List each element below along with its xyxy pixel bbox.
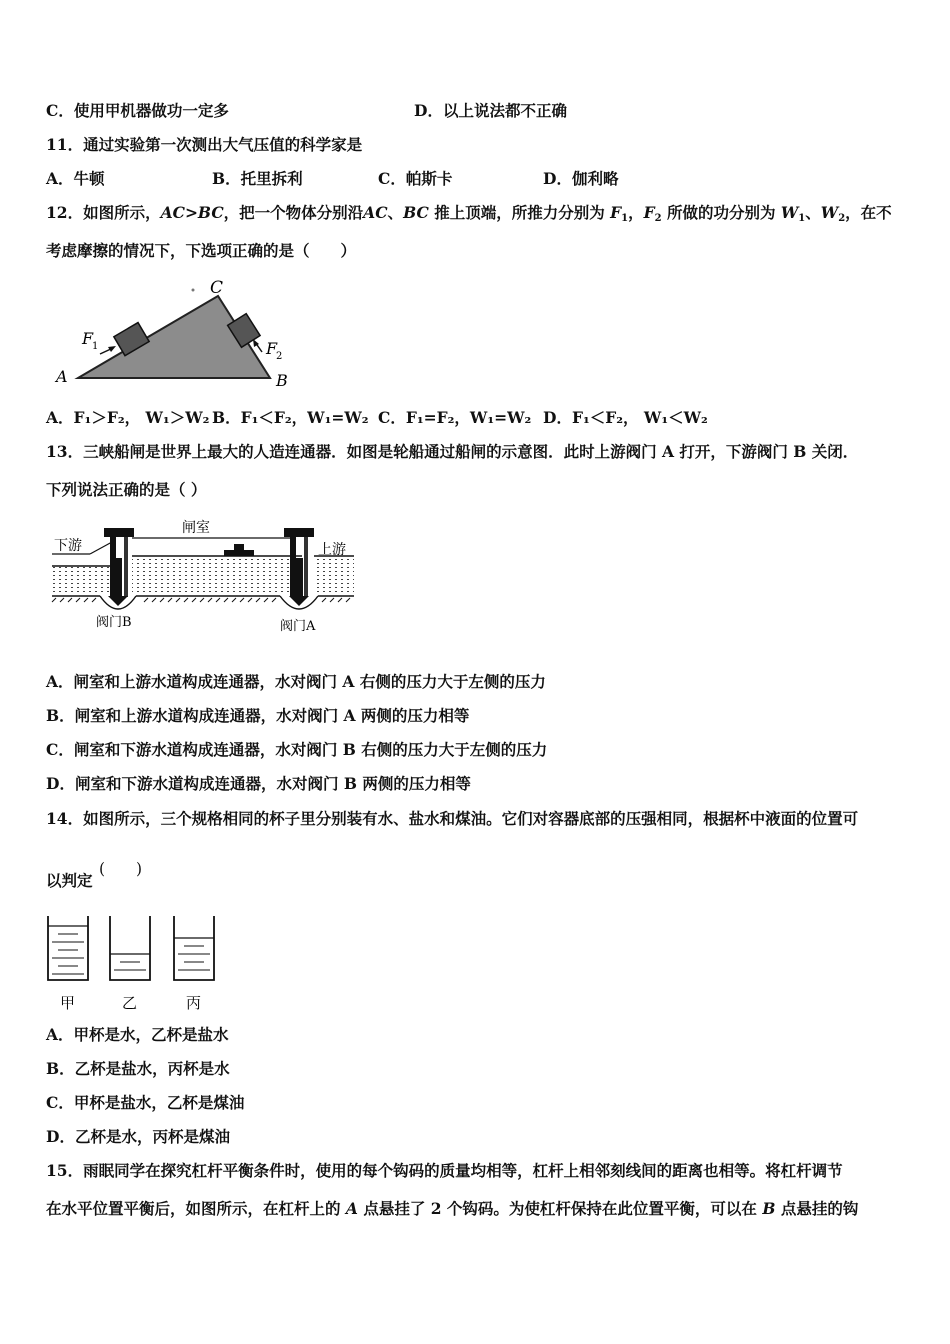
gate-a-post2 [304,537,308,597]
q13-option-d: D．闸室和下游水道构成连通器，水对阀门 B 两侧的压力相等 [46,774,471,793]
gate-b-post2 [124,537,128,597]
q15-stem-text: 点悬挂的钩 [775,1199,859,1218]
q12-segment-bc: BC [403,203,429,222]
q12-subscript: 2 [838,213,846,224]
q12-relation: AC>BC [160,203,224,222]
q11-option-b: B．托里拆利 [212,169,303,188]
q12-stem-text: ，把一个物体分别沿 [223,203,364,222]
q13-option-b: B．闸室和上游水道构成连通器，水对阀门 A 两侧的压力相等 [46,706,470,725]
q11-stem: 11．通过实验第一次测出大气压值的科学家是 [46,135,363,154]
label-c: C [210,278,224,298]
q12-stem-text: 、 [805,203,821,222]
q12-symbol-f: F [643,203,655,222]
q12-symbol-w: W [820,203,839,222]
q12-subscript: 2 [654,213,662,224]
cup-bing [174,916,214,980]
q10-option-c: C．使用甲机器做功一定多 [46,101,229,120]
q12-stem-line1 [46,203,892,229]
q12-stem-line2: 考虑摩擦的情况下，下选项正确的是（ ） [46,241,357,260]
q15-stem-text: 在水平位置平衡后，如图所示，在杠杆上的 [46,1199,346,1218]
q11-option-d: D．伽利略 [543,169,619,188]
q13-option-c: C．闸室和下游水道构成连通器，水对阀门 B 右侧的压力大于左侧的压力 [46,740,548,759]
q13-option-a: A．闸室和上游水道构成连通器，水对阀门 A 右侧的压力大于左侧的压力 [46,672,546,691]
cup-jia [48,916,88,980]
valve-a-shaft [295,558,303,598]
q12-symbol-f: F [610,203,622,222]
q15-point-a: A [345,1199,358,1218]
chamber-water [132,556,302,594]
q14-option-d: D．乙杯是水，丙杯是煤油 [46,1127,230,1146]
q12-symbol-w: W [780,203,799,222]
q11-option-c: C．帕斯卡 [378,169,453,188]
q12-stem-text: 推上顶端，所推力分别为 [428,203,611,222]
q14-stem-line1: 14．如图所示，三个规格相同的杯子里分别装有水、盐水和煤油。它们对容器底部的压强相同，根据杯中液面的位置可 [46,809,859,828]
q14-cups-figure [44,914,224,1014]
q10-option-d: D．以上说法都不正确 [414,101,567,120]
ship-icon [224,550,254,556]
q12-stem-text: 、 [387,203,404,222]
q13-stem-line1: 13．三峡船闸是世界上最大的人造连通器．如图是轮船通过船闸的示意图．此时上游阀门 A 打开，下游阀门 B 关闭． [46,442,859,461]
q15-stem-line2 [46,1199,858,1219]
label-cup-yi: 乙 [122,994,138,1012]
label-cup-jia: 甲 [60,994,76,1012]
upstream-water [314,556,354,594]
q12-option-c: C．F₁=F₂，W₁=W₂ [378,408,532,427]
label-downstream: 下游 [54,538,82,554]
cup-yi [110,916,150,980]
q14-stem-line2: 以判定 [46,871,93,890]
q15-stem-text: 点悬挂了 2 个钩码。为使杠杆保持在此位置平衡，可以在 [357,1199,763,1218]
label-f2: F [266,339,278,358]
valve-b-shaft [114,558,122,598]
downstream-water [52,566,114,594]
label-f1: F [82,329,94,348]
q13-stem-line2: 下列说法正确的是（ ） [46,480,207,499]
q12-incline-figure [50,276,310,391]
q13-ship-lock-figure [52,514,362,640]
q12-subscript: 1 [798,213,806,224]
label-b: B [276,371,288,390]
label-cup-bing: 丙 [186,994,202,1012]
q11-option-a: A．牛顿 [46,169,105,188]
q12-option-d: D．F₁＜F₂， W₁＜W₂ [543,408,708,427]
label-upstream: 上游 [318,542,346,558]
q12-subscript: 1 [621,213,629,224]
q14-answer-paren: ( ) [99,860,143,878]
q14-option-c: C．甲杯是盐水，乙杯是煤油 [46,1093,245,1112]
q12-stem-text: 所做的功分别为 [661,203,781,222]
label-f2-sub: 2 [276,351,283,362]
q14-option-a: A．甲杯是水，乙杯是盐水 [46,1025,229,1044]
q15-point-b: B [762,1199,776,1218]
label-a: A [56,367,68,386]
q12-segment-ac: AC [363,203,388,222]
q12-stem-text: ， [628,203,644,222]
q12-option-a: A．F₁＞F₂， W₁＞W₂ [46,408,210,427]
gate-b-cap [104,528,134,537]
label-f1-sub: 1 [92,341,99,352]
q12-stem-text: 12．如图所示， [46,203,161,222]
gate-a-cap [284,528,314,537]
q12-option-b: B．F₁＜F₂，W₁=W₂ [212,408,369,427]
label-lock-chamber: 闸室 [182,520,210,536]
q12-stem-text: ，在不 [845,203,892,222]
label-valve-b: 阀门B [96,615,132,630]
label-valve-a: 阀门A [280,619,316,634]
q14-option-b: B．乙杯是盐水，丙杯是水 [46,1059,230,1078]
q15-stem-line1: 15．雨眠同学在探究杠杆平衡条件时，使用的每个钩码的质量均相等，杠杆上相邻刻线间的距离也相等。将杠杆调节 [46,1161,843,1180]
